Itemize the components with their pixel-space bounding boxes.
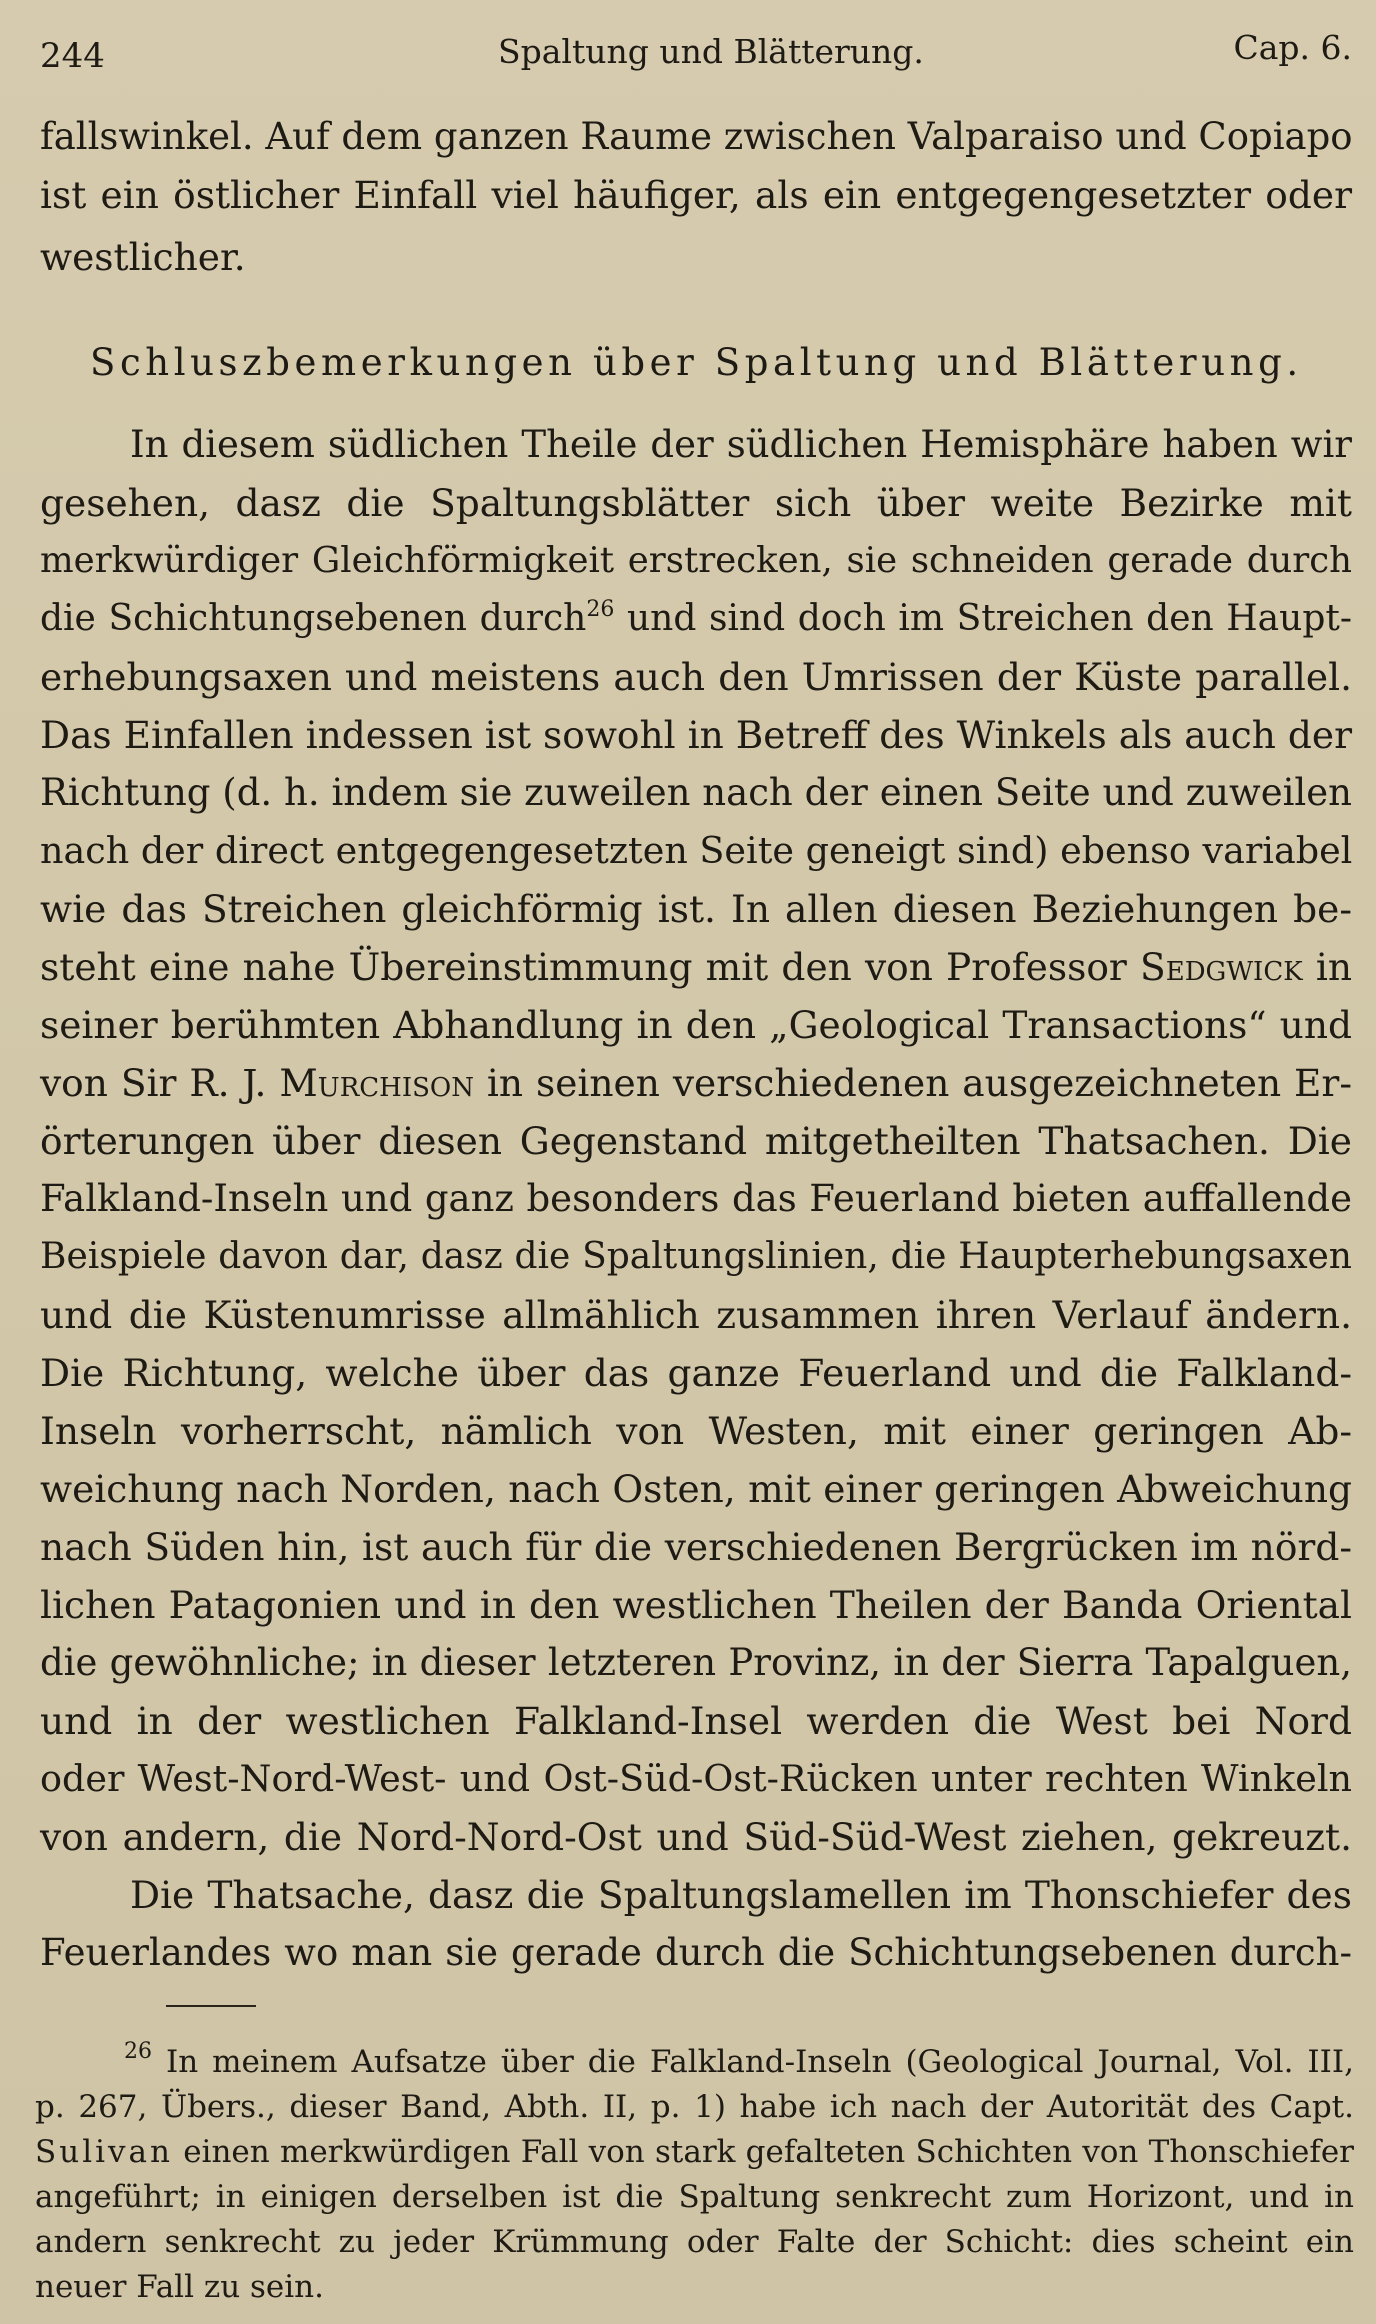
text-line: ist ein östlicher Einfall viel häufiger, als ein entgegengesetzter oder bbox=[40, 173, 1352, 217]
text-line: von andern, die Nord-Nord-Ost und Süd-Süd-West ziehen, gekreuzt. bbox=[40, 1815, 1352, 1859]
text-line bbox=[40, 594, 1352, 644]
running-header bbox=[40, 28, 1352, 88]
page-number: 244 bbox=[40, 36, 105, 76]
text-line: Die Richtung, welche über das ganze Feuerland und die Falkland- bbox=[40, 1351, 1352, 1395]
footnote-line: andern senkrecht zu jeder Krümmung oder Falte der Schicht: dies scheint ein bbox=[35, 2224, 1354, 2260]
footnote-line: angeführt; in einigen derselben ist die Spaltung senkrecht zum Horizont, und in bbox=[35, 2179, 1354, 2215]
text-line: Inseln vorherrscht, nämlich von Westen, mit einer geringen Ab- bbox=[40, 1409, 1352, 1453]
text-line: Beispiele davon dar, dasz die Spaltungslinien, die Haupterhebungsaxen bbox=[40, 1236, 1352, 1277]
footnote-line bbox=[124, 2040, 1354, 2084]
text-line: Die Thatsache, dasz die Spaltungslamellen im Thonschiefer des bbox=[130, 1873, 1352, 1917]
author-name: Sedgwick bbox=[1140, 945, 1303, 989]
text-span: von Sir R. J. bbox=[40, 1061, 280, 1105]
text-line: örterungen über diesen Gegenstand mitgetheilten Thatsachen. Die bbox=[40, 1119, 1352, 1163]
chapter-label: Cap. 6. bbox=[1233, 28, 1352, 67]
text-line: weichung nach Norden, nach Osten, mit einer geringen Abweichung bbox=[40, 1467, 1352, 1511]
text-line: fallswinkel. Auf dem ganzen Raume zwischen Valparaiso und Copiapo bbox=[40, 115, 1353, 158]
text-span: steht eine nahe Übereinstimmung mit den von Professor bbox=[40, 945, 1141, 989]
text-line: erhebungsaxen und meistens auch den Umrissen der Küste parallel. bbox=[40, 655, 1352, 699]
text-line: die gewöhnliche; in dieser letzteren Provinz, in der Sierra Tapalguen, bbox=[40, 1641, 1352, 1684]
text-span: einen merkwürdigen Fall von stark gefalteten Schichten von Thonschiefer bbox=[173, 2134, 1354, 2170]
footnote-rule bbox=[166, 2005, 256, 2007]
text-span: die Schichtungsebenen durch bbox=[40, 598, 587, 639]
text-line: und in der westlichen Falkland-Insel werden die West bei Nord bbox=[40, 1699, 1352, 1743]
text-line: Feuerlandes wo man sie gerade durch die Schichtungsebenen durch- bbox=[40, 1931, 1352, 1974]
text-line: Richtung (d. h. indem sie zuweilen nach der einen Seite und zuweilen bbox=[40, 771, 1352, 814]
text-line: seiner berühmten Abhandlung in den „Geological Transactions“ und bbox=[40, 1003, 1352, 1047]
author-name: Murchison bbox=[279, 1061, 474, 1105]
text-line: oder West-Nord-West- und Ost-Süd-Ost-Rücken unter rechten Winkeln bbox=[40, 1757, 1352, 1800]
author-name: Sulivan bbox=[35, 2134, 173, 2170]
footnote-line bbox=[35, 2130, 1354, 2174]
text-line: Das Einfallen indessen ist sowohl in Betreff des Winkels als auch der bbox=[40, 713, 1352, 757]
running-title: Spaltung und Blätterung. bbox=[498, 32, 924, 71]
text-line: gesehen, dasz die Spaltungsblätter sich über weite Bezirke mit bbox=[40, 481, 1352, 525]
section-heading: Schluszbemerkungen über Spaltung und Blätterung. bbox=[90, 341, 1303, 384]
footnote-marker: 26 bbox=[124, 2039, 152, 2064]
text-line: lichen Patagonien und in den westlichen Theilen der Banda Oriental bbox=[40, 1583, 1352, 1627]
text-span: in bbox=[1302, 945, 1352, 989]
footnote-line: neuer Fall zu sein. bbox=[35, 2269, 325, 2305]
text-line: und die Küstenumrisse allmählich zusammen ihren Verlauf ändern. bbox=[40, 1293, 1352, 1337]
text-line: nach der direct entgegengesetzten Seite geneigt sind) ebenso variabel bbox=[40, 829, 1353, 872]
text-line: nach Süden hin, ist auch für die verschiedenen Bergrücken im nörd- bbox=[40, 1525, 1352, 1569]
text-line: wie das Streichen gleichförmig ist. In allen diesen Beziehungen be- bbox=[40, 887, 1352, 931]
text-span: und sind doch im Streichen den Haupt- bbox=[614, 598, 1353, 639]
text-line: Falkland-Inseln und ganz besonders das Feuerland bieten auffallende bbox=[40, 1177, 1352, 1220]
text-span: in seinen verschiedenen ausgezeichneten Er- bbox=[474, 1061, 1353, 1105]
text-line: In diesem südlichen Theile der südlichen Hemisphäre haben wir bbox=[130, 423, 1352, 466]
text-line: westlicher. bbox=[40, 235, 246, 279]
text-line: merkwürdiger Gleichförmigkeit erstrecken, sie schneiden gerade durch bbox=[40, 540, 1352, 581]
text-span: In meinem Aufsatze über die Falkland-Inseln (Geological Journal, Vol. III, bbox=[152, 2044, 1354, 2080]
text-line bbox=[40, 942, 1352, 992]
footnote-ref: 26 bbox=[586, 597, 615, 622]
text-line bbox=[40, 1058, 1352, 1108]
footnote-line: p. 267, Übers., dieser Band, Abth. II, p. 1) habe ich nach der Autorität des Capt. bbox=[35, 2089, 1354, 2125]
